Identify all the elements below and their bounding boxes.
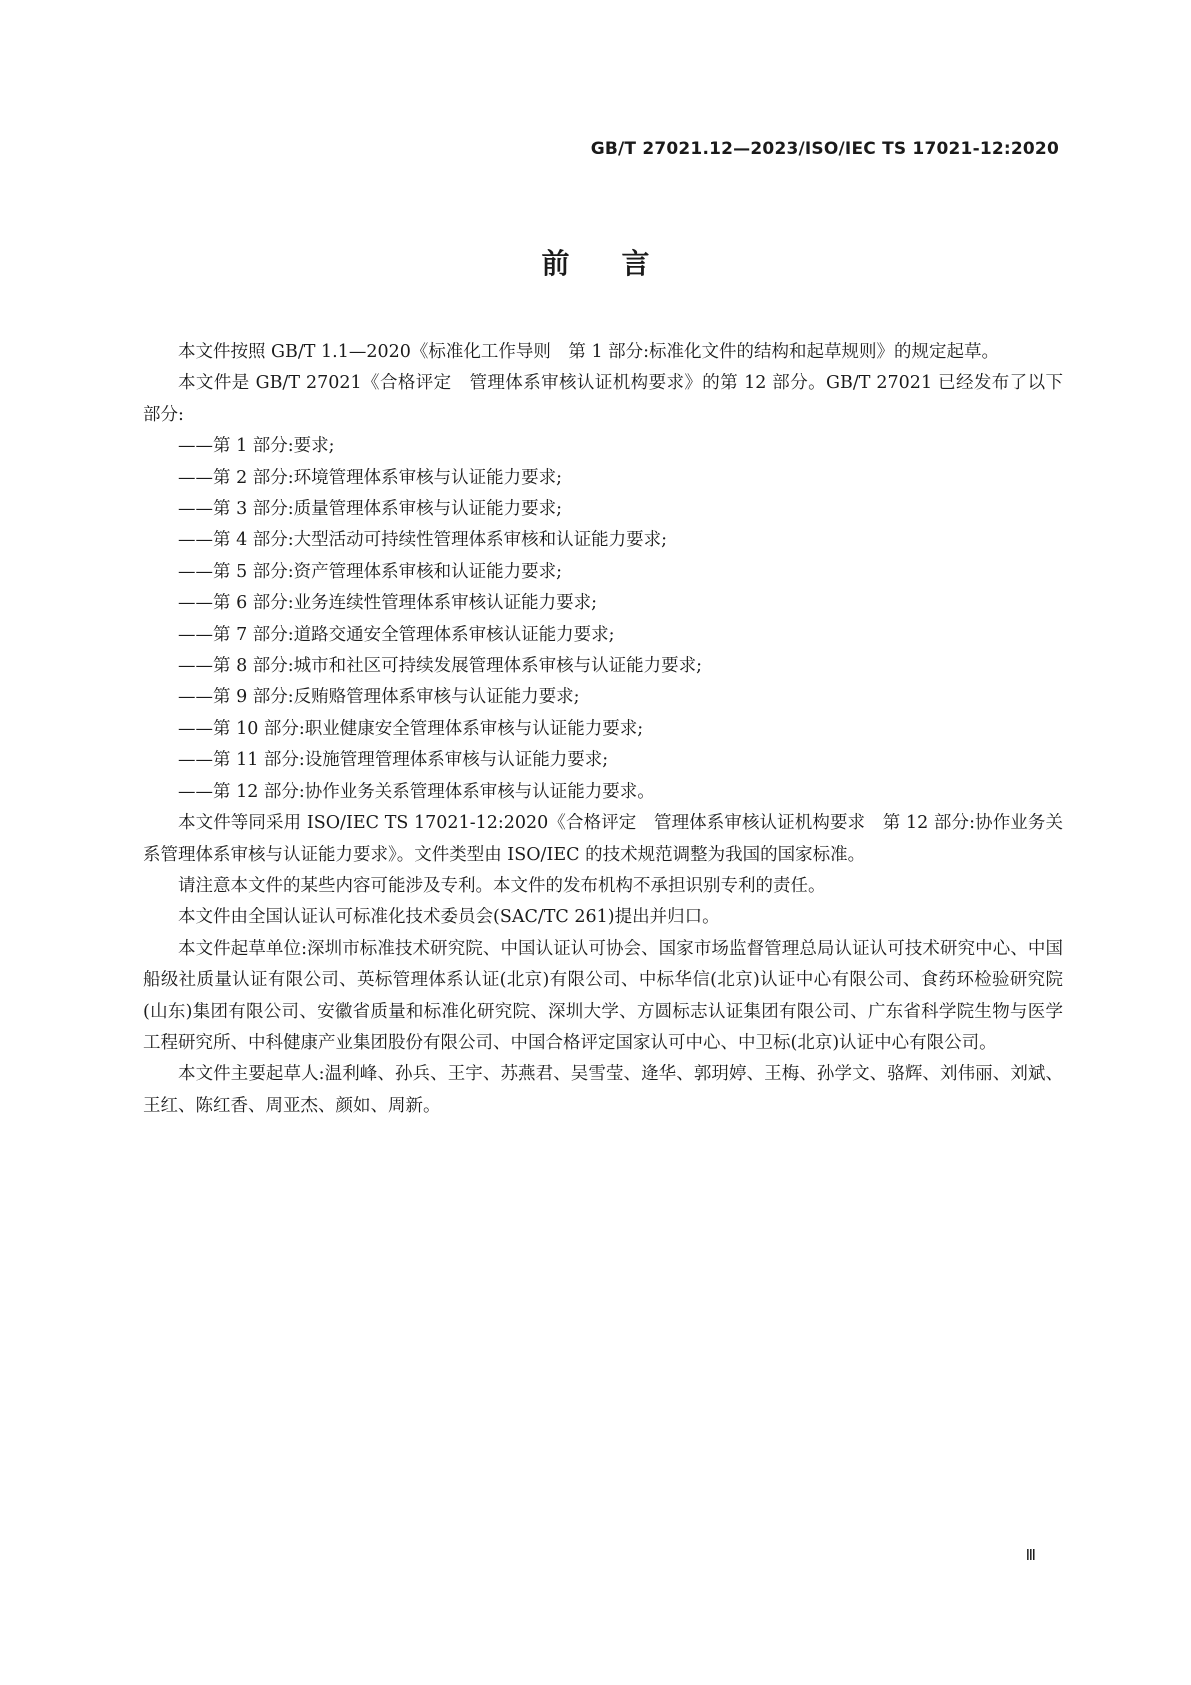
list-item: ——第 4 部分:大型活动可持续性管理体系审核和认证能力要求; [178, 530, 668, 551]
page-title: 前言 [541, 247, 702, 280]
list-item: ——第 12 部分:协作业务关系管理体系审核与认证能力要求。 [178, 781, 655, 802]
paragraph: 本文件主要起草人:温利峰、孙兵、王宇、苏燕君、吴雪莹、逄华、郭玥婷、王梅、孙学文、骆辉、刘伟丽、刘斌、王红、陈红香、周亚杰、颜如、周新。 [143, 1064, 1063, 1116]
paragraph: 请注意本文件的某些内容可能涉及专利。本文件的发布机构不承担识别专利的责任。 [178, 875, 826, 896]
paragraph: 本文件由全国认证认可标准化技术委员会(SAC/TC 261)提出并归口。 [178, 907, 720, 928]
paragraph: 本文件按照 GB/T 1.1—2020《标准化工作导则 第 1 部分:标准化文件的结构和起草规则》的规定起草。 [178, 342, 1000, 362]
list-item: ——第 3 部分:质量管理体系审核与认证能力要求; [178, 499, 563, 520]
list-item: ——第 7 部分:道路交通安全管理体系审核认证能力要求; [178, 624, 615, 645]
list-item: ——第 5 部分:资产管理体系审核和认证能力要求; [178, 561, 563, 582]
list-item: ——第 6 部分:业务连续性管理体系审核认证能力要求; [178, 593, 598, 614]
list-item: ——第 9 部分:反贿赂管理体系审核与认证能力要求; [178, 687, 580, 708]
list-item: ——第 2 部分:环境管理体系审核与认证能力要求; [178, 467, 563, 488]
paragraph: 本文件是 GB/T 27021《合格评定 管理体系审核认证机构要求》的第 12 部分。GB/T 27021 已经发布了以下部分: [143, 373, 1063, 425]
list-item: ——第 11 部分:设施管理管理体系审核与认证能力要求; [178, 750, 609, 771]
paragraph: 本文件起草单位:深圳市标准技术研究院、中国认证认可协会、国家市场监督管理总局认证认可技术研究中心、中国船级社质量认证有限公司、英标管理体系认证(北京)有限公司、中标华信(北京)认证中心有限公司、食药环检验研究院(山东)集团有限公司、安徽省质量和标准化研究院、深圳大学、方圆标志认证集团有限公司、广东省科学院生物与医学工程研究所、中科健康产业集团股份有限公司、中国合格评定国家认可中心、中卫标(北京)认证中心有限公司。 [143, 938, 1063, 1053]
list-item: ——第 10 部分:职业健康安全管理体系审核与认证能力要求; [178, 718, 644, 739]
list-item: ——第 8 部分:城市和社区可持续发展管理体系审核与认证能力要求; [178, 656, 703, 677]
list-item: ——第 1 部分:要求; [178, 436, 335, 457]
foreword-body [143, 337, 1063, 1122]
paragraph: 本文件等同采用 ISO/IEC TS 17021-12:2020《合格评定 管理体系审核认证机构要求 第 12 部分:协作业务关系管理体系审核与认证能力要求》。文件类型由 ISO/IEC 的技术规范调整为我国的国家标准。 [143, 813, 1063, 865]
page-number: Ⅲ [1025, 1546, 1036, 1564]
standard-number-header: GB/T 27021.12—2023/ISO/IEC TS 17021-12:2020 [590, 139, 1059, 159]
